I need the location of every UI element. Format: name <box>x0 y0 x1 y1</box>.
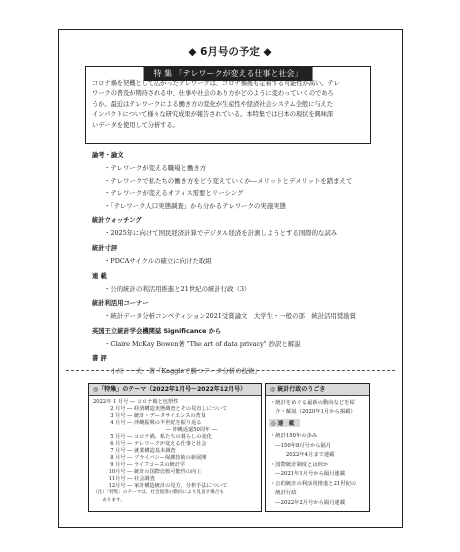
theme-line: 11月号 ― 社会調査 <box>93 476 155 482</box>
theme-line: 12月号 ― 家計構造統計の見方、分析手法について <box>93 483 228 489</box>
theme-line: 10月号 ― 統計の国際比較可能性の向上 <box>93 469 202 475</box>
serial-header: ◎ 連 載 <box>269 419 300 427</box>
theme-line: 7 月号 ― 就業構造基本調査 <box>93 448 176 454</box>
contents-item: ・「テレワーク人口実態調査」から分かるテレワークの実施実態 <box>104 201 286 210</box>
feature-box <box>85 66 371 144</box>
contents-category: 連 載 <box>92 272 107 280</box>
contents-category: 統計利活用コーナー <box>92 300 149 308</box>
theme-line: 2 月号 ― 経済構造実態調査とその見直しについて <box>93 406 228 412</box>
issue-heading: ◆ 6月号の予定 ◆ <box>188 46 272 58</box>
theme-note: （注）「特集」のテーマは、社会経済の動向により見直す場合も <box>93 490 224 495</box>
contents-category: 統計ウォッチング <box>92 217 142 225</box>
contents-item: ・小川 一夫 著『Kaggleで勝つデータ分析の技術』 <box>104 367 261 376</box>
serial-line: ―2021年1月号から隔月連載 <box>270 471 346 477</box>
serial-line: 2022年4月まで連載 <box>270 452 335 458</box>
contents-item: ・PDCAサイクルの確立に向けた取組 <box>104 257 212 265</box>
theme-box-header: ◎「特集」のテーマ（2022年1月号～2022年12月号） <box>89 384 261 396</box>
theme-line: 9 月号 ― ライフコースの統計学 <box>93 462 186 468</box>
contents-item: ・テレワークが変えるオフィス需要とリーシング <box>104 189 244 198</box>
contents-item: ・テレワークが変える職場と働き方 <box>104 164 207 172</box>
theme-box <box>88 383 262 512</box>
contents-item: ・公的統計の利活用推進と21世紀の統計行政（3） <box>104 284 251 293</box>
theme-line: 6 月号 ― テレワークが変える仕事と社会 <box>93 441 207 447</box>
feature-line: いデータを使用して分析する。 <box>92 121 179 129</box>
contents-item: ・統計データ分析コンペティション2021受賞論文 大学生・一般の部 統計活用奨励賞 <box>104 312 357 321</box>
serial-line: ―2022年2月号から隔月連載 <box>270 499 346 506</box>
feature-line: うか。最近はテレワークによる働き方の変化が生産性や経済社会システム全般に与えた <box>92 100 333 108</box>
contents-category: 統計寸評 <box>92 245 118 252</box>
serial-line: ―150年8月号から隔月 <box>270 442 332 449</box>
serial-line: ・統計150年の歩み <box>270 433 318 439</box>
admin-line: 介・解説（2020年1月から掲載） <box>270 409 356 415</box>
contents-category: 論考・論文 <box>92 152 124 159</box>
admin-box-header: ◎ 統計行政のうごき <box>266 384 369 396</box>
serial-line: ・国際統計制度とは何か <box>270 461 329 468</box>
theme-line: 3 月号 ― 統計・データサイエンスの普及 <box>93 413 206 419</box>
contents-category: 英国王立統計学会機関誌 Significance から <box>92 327 222 335</box>
contents-item: ・Claire McKay Bowen著 "The art of data privacy" 抄訳と解説 <box>104 339 301 348</box>
feature-line: コロナ禍を契機として広がったテレワークは、コロナ禍後も定着する可能性が高い。テレ <box>92 80 340 87</box>
serial-line: 統計行政 <box>270 490 297 496</box>
contents-item: ・2025年に向けて国民経済計算でデジタル経済を計測しようとする国際的な試み <box>104 229 338 238</box>
serial-line: ・公的統計の利活用推進と21世紀の <box>270 480 357 487</box>
contents-item: ・テレワークで私たちの働き方をどう変えていくか―メリットとデメリットを踏まえて <box>104 176 353 185</box>
theme-line: 8 月号 ― プライバシー保護技術の新展開 <box>93 455 207 461</box>
theme-line: 2022年 1 月号 ― コロナ禍と包摂性 <box>93 399 179 405</box>
feature-line: ワークの普及が期待される中、仕事や社会のあり方がどのように変わっていくのであろ <box>92 90 334 98</box>
feature-body <box>92 79 364 131</box>
theme-line: 5 月号 ― コロナ禍、私たちの暮らしの変化 <box>93 434 212 440</box>
dashed-divider <box>66 370 395 371</box>
admin-box <box>265 383 370 512</box>
theme-line: 4 月号 ― 沖縄振興の半世紀を振り返る <box>93 420 202 426</box>
feature-line: インパクトについて様々な研究成果が報告されている。本特集では日本の現状を興味深 <box>92 111 334 119</box>
feature-title: 特 集 「テレワークが変える仕事と社会」 <box>144 66 313 81</box>
admin-line: ・統計をめぐる最新の動向などを紹 <box>270 400 355 406</box>
theme-line: ― 沖縄返還50周年 ― <box>93 427 218 433</box>
contents-category: 書 評 <box>92 355 107 363</box>
theme-note: あります。 <box>93 498 125 503</box>
